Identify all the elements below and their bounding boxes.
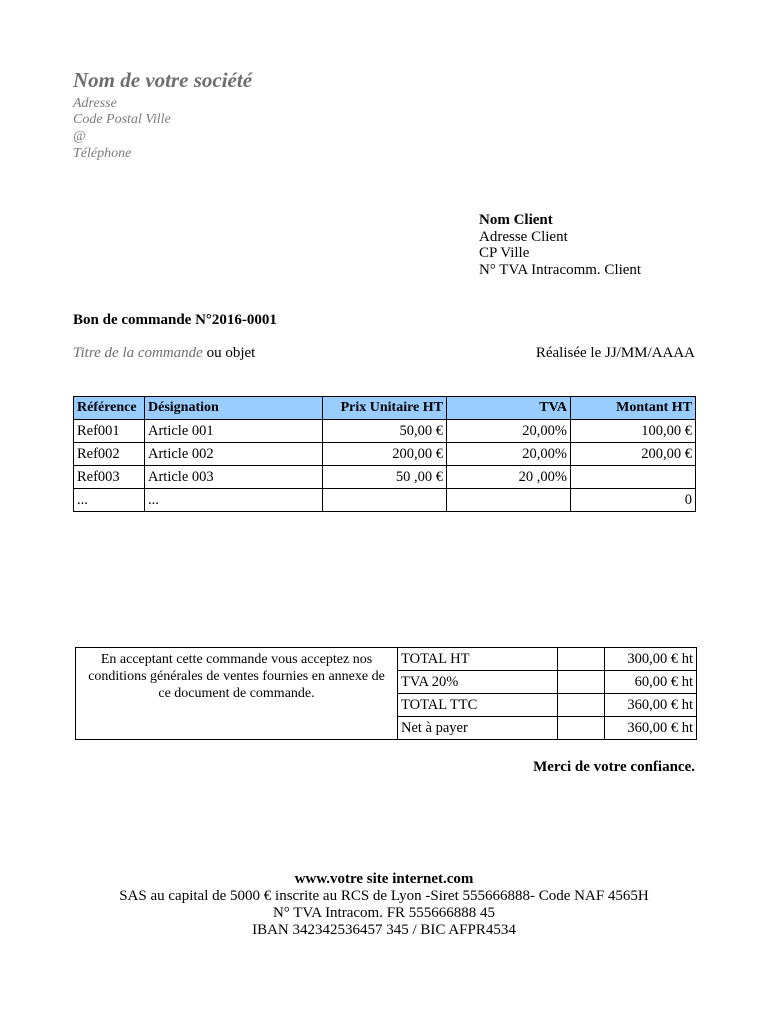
totals-value: 60,00 € ht	[605, 671, 697, 694]
order-subject-title: Titre de la commande	[73, 345, 203, 361]
header-reference: Référence	[74, 397, 145, 420]
cell-reference: ...	[74, 489, 145, 512]
totals-row	[76, 648, 697, 671]
company-phone: Téléphone	[73, 146, 132, 161]
cell-amount: 200,00 €	[571, 443, 696, 466]
order-subject	[73, 345, 255, 362]
cell-unit-price: 200,00 €	[323, 443, 447, 466]
order-subject-rest: ou objet	[202, 345, 256, 361]
totals-label: Net à payer	[398, 717, 558, 740]
cell-vat: 20,00%	[447, 443, 571, 466]
client-address: Adresse Client	[479, 229, 568, 245]
cell-designation: Article 001	[145, 420, 323, 443]
items-table	[73, 396, 696, 512]
totals-label: TVA 20%	[398, 671, 558, 694]
cell-unit-price	[323, 489, 447, 512]
cell-reference: Ref003	[74, 466, 145, 489]
client-postal-city: CP Ville	[479, 245, 530, 261]
footer-vat: N° TVA Intracom. FR 555666888 45	[272, 905, 496, 921]
footer-website: www.votre site internet.com	[294, 871, 474, 887]
cell-reference: Ref001	[74, 420, 145, 443]
table-row	[74, 489, 696, 512]
order-date: Réalisée le JJ/MM/AAAA	[535, 345, 695, 361]
client-vat: N° TVA Intracomm. Client	[479, 262, 642, 278]
cell-unit-price: 50 ,00 €	[323, 466, 447, 489]
header-unit-price: Prix Unitaire HT	[323, 397, 447, 420]
cell-amount: 0	[571, 489, 696, 512]
cell-vat: 20,00%	[447, 420, 571, 443]
terms-notice: En acceptant cette commande vous acceptez nos conditions générales de ventes fournies en annexe de ce document de commande.	[76, 648, 398, 740]
totals-spacer	[558, 671, 605, 694]
totals-value: 360,00 € ht	[605, 694, 697, 717]
order-title: Bon de commande N°2016-0001	[73, 312, 277, 328]
company-postal-city: Code Postal Ville	[73, 112, 171, 127]
totals-spacer	[558, 694, 605, 717]
company-name: Nom de votre société	[73, 68, 253, 92]
footer-iban: IBAN 342342536457 345 / BIC AFPR4534	[252, 922, 516, 938]
company-address: Adresse	[73, 96, 117, 111]
cell-amount: 100,00 €	[571, 420, 696, 443]
cell-reference: Ref002	[74, 443, 145, 466]
totals-value: 360,00 € ht	[605, 717, 697, 740]
cell-designation: Article 003	[145, 466, 323, 489]
footer-legal: SAS au capital de 5000 € inscrite au RCS de Lyon -Siret 555666888- Code NAF 4565H	[119, 888, 649, 904]
thanks-message: Merci de votre confiance.	[533, 759, 695, 775]
header-vat: TVA	[447, 397, 571, 420]
cell-designation: ...	[145, 489, 323, 512]
header-amount: Montant HT	[571, 397, 696, 420]
cell-amount	[571, 466, 696, 489]
totals-spacer	[558, 648, 605, 671]
table-row	[74, 420, 696, 443]
header-designation: Désignation	[145, 397, 323, 420]
cell-unit-price: 50,00 €	[323, 420, 447, 443]
totals-label: TOTAL HT	[398, 648, 558, 671]
cell-designation: Article 002	[145, 443, 323, 466]
totals-spacer	[558, 717, 605, 740]
totals-label: TOTAL TTC	[398, 694, 558, 717]
cell-vat	[447, 489, 571, 512]
cell-vat: 20 ,00%	[447, 466, 571, 489]
totals-table	[75, 647, 697, 740]
table-row	[74, 466, 696, 489]
company-email: @	[73, 129, 86, 144]
items-header-row	[74, 397, 696, 420]
table-row	[74, 443, 696, 466]
totals-value: 300,00 € ht	[605, 648, 697, 671]
client-name: Nom Client	[479, 212, 553, 228]
